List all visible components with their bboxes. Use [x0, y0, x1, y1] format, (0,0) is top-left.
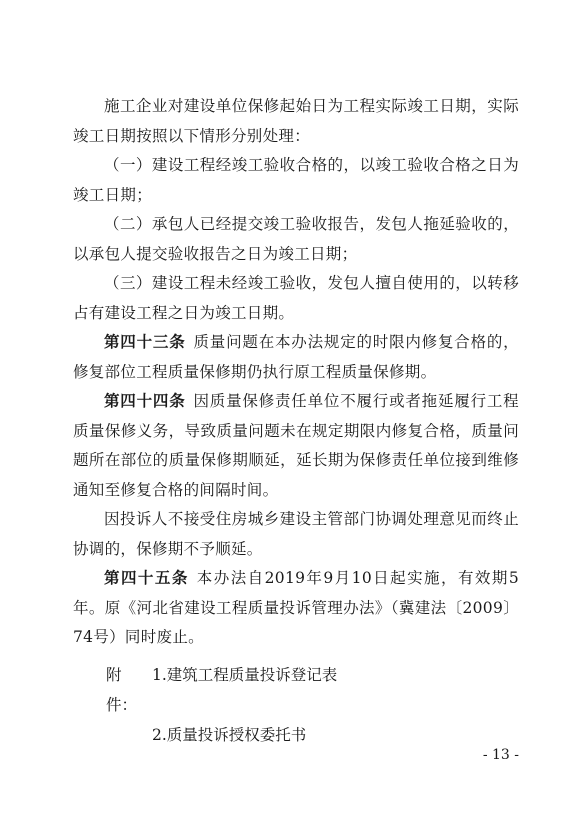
- article-44-number: 第四十四条: [104, 392, 186, 410]
- attachment-item-1: [106, 660, 337, 720]
- attachments-label: 附件：: [106, 666, 138, 714]
- article-44-text: 因质量保修责任单位不履行或者拖延履行工程质量保修义务，导致质量问题未在规定期限内修复合格，质量问题所在部位的质量保修期顺延，延长期为保修责任单位接到维修通知至修复合格的间隔时间。: [73, 392, 519, 499]
- article-43-number: 第四十三条: [104, 333, 186, 351]
- article-43-text: 质量问题在本办法规定的时限内修复合格的，修复部位工程质量保修期仍执行原工程质量保修期。: [73, 333, 519, 381]
- paragraph-case-1: （一）建设工程经竣工验收合格的，以竣工验收合格之日为竣工日期；: [73, 156, 519, 204]
- article-44: [73, 387, 519, 505]
- attachment-title: 2.质量投诉授权委托书: [152, 726, 307, 744]
- document-body: [73, 92, 519, 653]
- attachment-item-2: [106, 720, 337, 750]
- article-45: [73, 564, 519, 653]
- paragraph-case-2: （二）承包人已经提交竣工验收报告，发包人拖延验收的，以承包人提交验收报告之日为竣工日期；: [73, 215, 519, 263]
- article-45-text: 本办法自2019年9月10日起实施，有效期5年。原《河北省建设工程质量投诉管理办法》（冀建法〔2009〕74号）同时废止。: [73, 569, 519, 646]
- article-45-number: 第四十五条: [104, 569, 189, 587]
- page-number: - 13 -: [482, 747, 519, 763]
- attachments-section: [106, 660, 337, 750]
- paragraph-no-extension: 因投诉人不接受住房城乡建设主管部门协调处理意见而终止协调的，保修期不予顺延。: [73, 510, 519, 558]
- article-43: [73, 328, 519, 387]
- paragraph-case-3: （三）建设工程未经竣工验收，发包人擅自使用的，以转移占有建设工程之日为竣工日期。: [73, 274, 519, 322]
- attachment-title: 1.建筑工程质量投诉登记表: [152, 666, 338, 684]
- paragraph-warranty-start: 施工企业对建设单位保修起始日为工程实际竣工日期，实际竣工日期按照以下情形分别处理：: [73, 97, 519, 145]
